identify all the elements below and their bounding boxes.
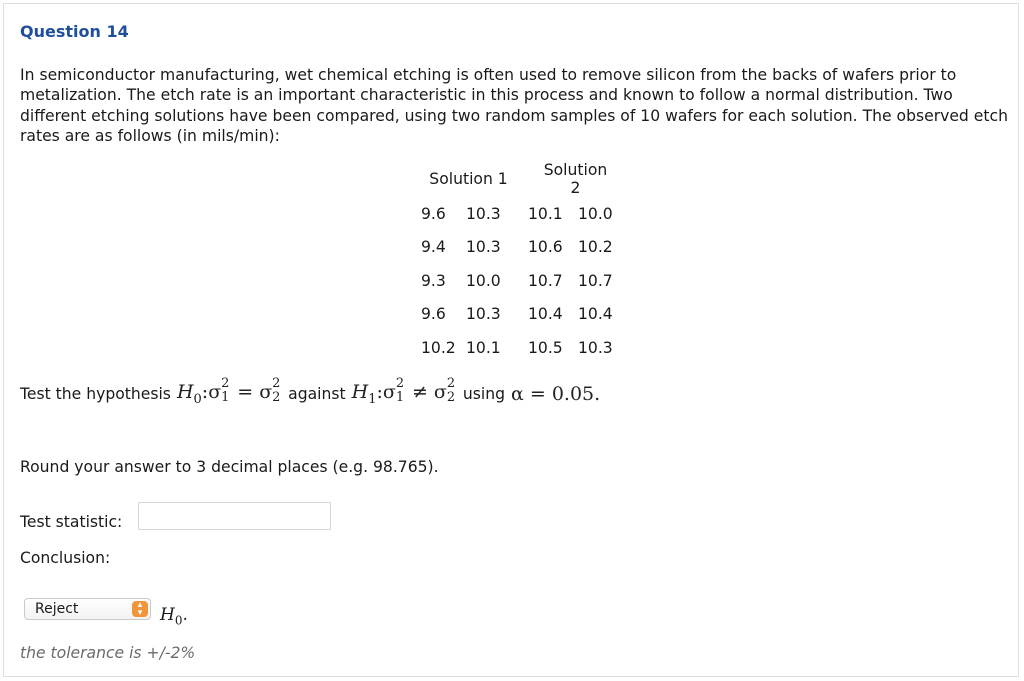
table-cell: 10.1	[466, 338, 501, 357]
column-header-solution-1: Solution 1	[429, 170, 508, 188]
null-hypothesis-formula	[176, 376, 282, 407]
alt-hypothesis-formula	[351, 376, 457, 407]
sigma1-sub: 1	[221, 390, 230, 405]
table-cell: 10.7	[578, 271, 613, 290]
h1-sigma1-sub: 1	[395, 390, 405, 405]
table-cell: 10.6	[528, 238, 563, 257]
table-cell: 10.1	[528, 204, 563, 223]
table-cell: 10.7	[528, 271, 563, 290]
against-text: against	[288, 384, 346, 403]
table-cell: 10.2	[578, 238, 613, 257]
using-text: using	[462, 384, 506, 403]
table-cell: 10.3	[466, 204, 501, 223]
select-stepper-icon: ▴ ▾	[132, 601, 148, 617]
sigma2-symbol: σ	[259, 381, 273, 403]
conclusion-h-letter: H	[160, 605, 175, 625]
table-row	[409, 331, 623, 365]
table-row	[409, 197, 623, 231]
table-cell: 10.0	[578, 204, 613, 223]
hypothesis-statement	[20, 376, 606, 407]
table-cell: 9.3	[421, 271, 446, 290]
table-cell: 9.6	[421, 204, 446, 223]
h1-colon: :	[376, 381, 383, 403]
tolerance-note: the tolerance is +/-2%	[20, 644, 196, 662]
conclusion-h-sub: 0	[174, 613, 183, 628]
sigma2-sup: 2	[272, 376, 281, 391]
equals-sign: =	[237, 381, 254, 403]
etch-rate-table	[409, 161, 623, 365]
h1-sigma2-sup: 2	[446, 376, 456, 391]
table-cell: 9.6	[421, 305, 446, 324]
question-panel	[3, 3, 1019, 677]
conclusion-label: Conclusion:	[20, 549, 111, 567]
table-cell: 10.4	[528, 305, 563, 324]
table-cell: 10.3	[466, 238, 501, 257]
h0-subscript: 0	[193, 391, 202, 407]
h1-sigma1-symbol: σ	[382, 381, 396, 403]
table-cell: 10.3	[466, 305, 501, 324]
not-equal-sign: ≠	[411, 381, 428, 403]
table-cell: 10.3	[578, 338, 613, 357]
h1-symbol: H	[351, 381, 369, 403]
test-statistic-input[interactable]	[138, 502, 331, 530]
table-row	[409, 231, 623, 265]
rounding-instructions: Round your answer to 3 decimal places (e.g. 98.765).	[20, 458, 439, 476]
conclusion-period: .	[182, 605, 188, 625]
sigma2-sub: 2	[272, 390, 281, 405]
conclusion-selected-value: Reject	[35, 601, 79, 617]
h1-sigma2-symbol: σ	[433, 381, 447, 403]
table-cell: 9.4	[421, 238, 446, 257]
conclusion-select[interactable]	[24, 598, 151, 620]
h0-symbol: H	[176, 381, 194, 403]
h1-sigma2-sub: 2	[446, 390, 456, 405]
problem-text: In semiconductor manufacturing, wet chemical etching is often used to remove silicon from the backs of wafers prior to metalization. The etch rate is an important characteristic in this process and known to follow a normal distribution. Two different etching solutions have been compared, using two random samples of 10 wafers for each solution. The observed etch rates are as follows (in mils/min):	[20, 66, 1008, 145]
h1-sigma1-sup: 2	[395, 376, 405, 391]
table-row	[409, 298, 623, 332]
conclusion-h0-symbol	[160, 605, 188, 627]
question-title: Question 14	[20, 22, 129, 41]
table-cell: 10.4	[578, 305, 613, 324]
table-cell: 10.0	[466, 271, 501, 290]
sigma1-sup: 2	[221, 376, 230, 391]
alpha-value: α = 0.05.	[511, 382, 601, 405]
table-cell: 10.2	[421, 338, 456, 357]
hypothesis-prefix: Test the hypothesis	[20, 384, 171, 403]
test-statistic-label: Test statistic:	[20, 513, 123, 531]
column-header-solution-2: Solution 2	[543, 161, 608, 197]
table-cell: 10.5	[528, 338, 563, 357]
h1-subscript: 1	[368, 391, 377, 407]
h0-colon-sigma: :σ	[201, 381, 222, 403]
table-row	[409, 264, 623, 298]
